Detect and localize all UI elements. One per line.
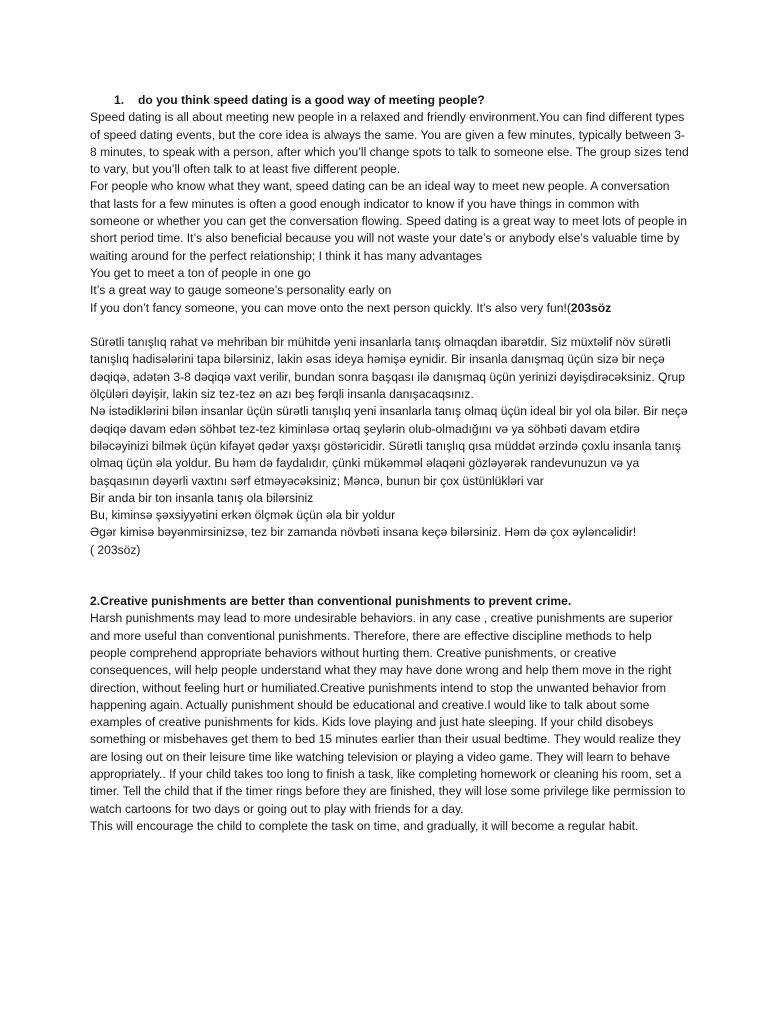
question-1-text: do you think speed dating is a good way of meeting people? bbox=[138, 93, 485, 107]
q1-az-advantage-2: Bu, kiminsə şəxsiyyətini erkən ölçmək üçün əla bir yoldur bbox=[90, 508, 396, 523]
question-2-heading: 2.Creative punishments are better than conventional punishments to prevent crime. bbox=[90, 594, 572, 609]
q1-advantage-3-text: If you don’t fancy someone, you can move onto the next person quickly. It’s also very fun!( bbox=[90, 300, 571, 315]
q1-az-paragraph-1: Sürətli tanışlıq rahat və mehriban bir mühitdə yeni insanlarla tanış olmaqdan ibarətdir. Siz müxtəlif növ sürətli tanışlıq hadisələrini tapa bilərsiniz, lakin əsas ideya həmişə eynidir. Bir insanla danışmaq üçün sizə bir neçə dəqiqə, adətən 3-8 dəqiqə vaxt verilir, bundan sonra başqası ilə danışmaq üçün yerinizi dəyişdirəcəksiniz. Qrup ölçüləri dəyişir, lakin siz tez-tez ən azı beş fərqli insanla danışacaqsınız. bbox=[90, 335, 685, 402]
q1-paragraph-2: For people who know what they want, speed dating can be an ideal way to meet new people. A conversation that lasts for a few minutes is often a good enough indicator to know if you have things in common with someone or whether you can get the conversation flowing. Speed dating is a great way to meet lots of people in short period time. It’s also beneficial because you will not waste your date’s or anybody else’s valuable time by waiting around for the perfect relationship; I think it has many advantages bbox=[90, 179, 687, 263]
question-1-number: 1. bbox=[114, 93, 125, 107]
spacer bbox=[90, 317, 690, 334]
q1-advantage-2: It’s a great way to gauge someone’s personality early on bbox=[90, 283, 392, 298]
q1-az-word-count: ( 203söz) bbox=[90, 542, 141, 557]
q2-paragraph-2: This will encourage the child to complete the task on time, and gradually, it will become a regular habit. bbox=[90, 818, 639, 833]
q1-paragraph-1: Speed dating is all about meeting new people in a relaxed and friendly environment.You can find different types of speed dating events, but the core idea is always the same. You are given a few minutes, typically between 3-8 minutes, to speak with a person, after which you’ll change spots to talk to someone else. The group sizes tend to vary, but you’ll often talk to at least five different people. bbox=[90, 110, 689, 177]
question-1-heading bbox=[90, 92, 690, 109]
q1-az-paragraph-2: Nə istədiklərini bilən insanlar üçün sürətli tanışlıq yeni insanlarla tanış olmaq üçün ideal bir yol ola bilər. Bir neçə dəqiqə davam edən söhbət tez-tez kiminləsə ortaq şeylərin olub-olmadığını və ya söhbəti davam etdirə biləcəyinizi bilmək üçün kifayət qədər yaxşı göstəricidir. Sürətli tanışlıq qısa müddət ərzində çoxlu insanla tanış olmaq üçün əla yoldur. Bu həm də faydalıdır, çünki mükəmməl əlaqəni gözləyərək randevunuzun və ya başqasının dəyərli vaxtını sərf etməyəcəksiniz; Məncə, bunun bir çox üstünlükləri var bbox=[90, 404, 688, 488]
q1-word-count: 203söz bbox=[570, 300, 612, 315]
q1-advantage-3 bbox=[90, 300, 690, 317]
q1-az-advantage-3: Əgər kimisə bəyənmirsinizsə, tez bir zamanda növbəti insana keçə bilərsiniz. Həm də çox əyləncəlidir! bbox=[90, 525, 637, 540]
q2-paragraph-1: Harsh punishments may lead to more undesirable behaviors. in any case , creative punishments are superior and more useful than conventional punishments. Therefore, there are effective discipline methods to help people comprehend appropriate behaviors without hurting them. Creative punishments, or creative consequences, will help people understand what they may have done wrong and help them move in the right direction, without feeling hurt or humiliated.Creative punishments intend to stop the unwanted behavior from happening again. Actually punishment should be educational and creative.I would like to talk about some examples of creative punishments for kids. Kids love playing and just hate sleeping. If your child disobeys something or misbehaves get them to bed 15 minutes earlier than their usual bedtime. They would realize they are losing out on their leisure time like watching television or playing a video game. They will learn to behave appropriately.. If your child takes too long to finish a task, like completing homework or cleaning his room, set a timer. Tell the child that if the timer rings before they are finished, they will lose some privilege like permission to watch cartoons for two days or going out to play with friends for a day. bbox=[90, 611, 686, 816]
q1-az-advantage-1: Bir anda bir ton insanla tanış ola bilərsiniz bbox=[90, 490, 314, 505]
document-body bbox=[90, 92, 690, 835]
q1-advantage-1: You get to meet a ton of people in one go bbox=[90, 265, 311, 280]
spacer bbox=[90, 559, 690, 593]
